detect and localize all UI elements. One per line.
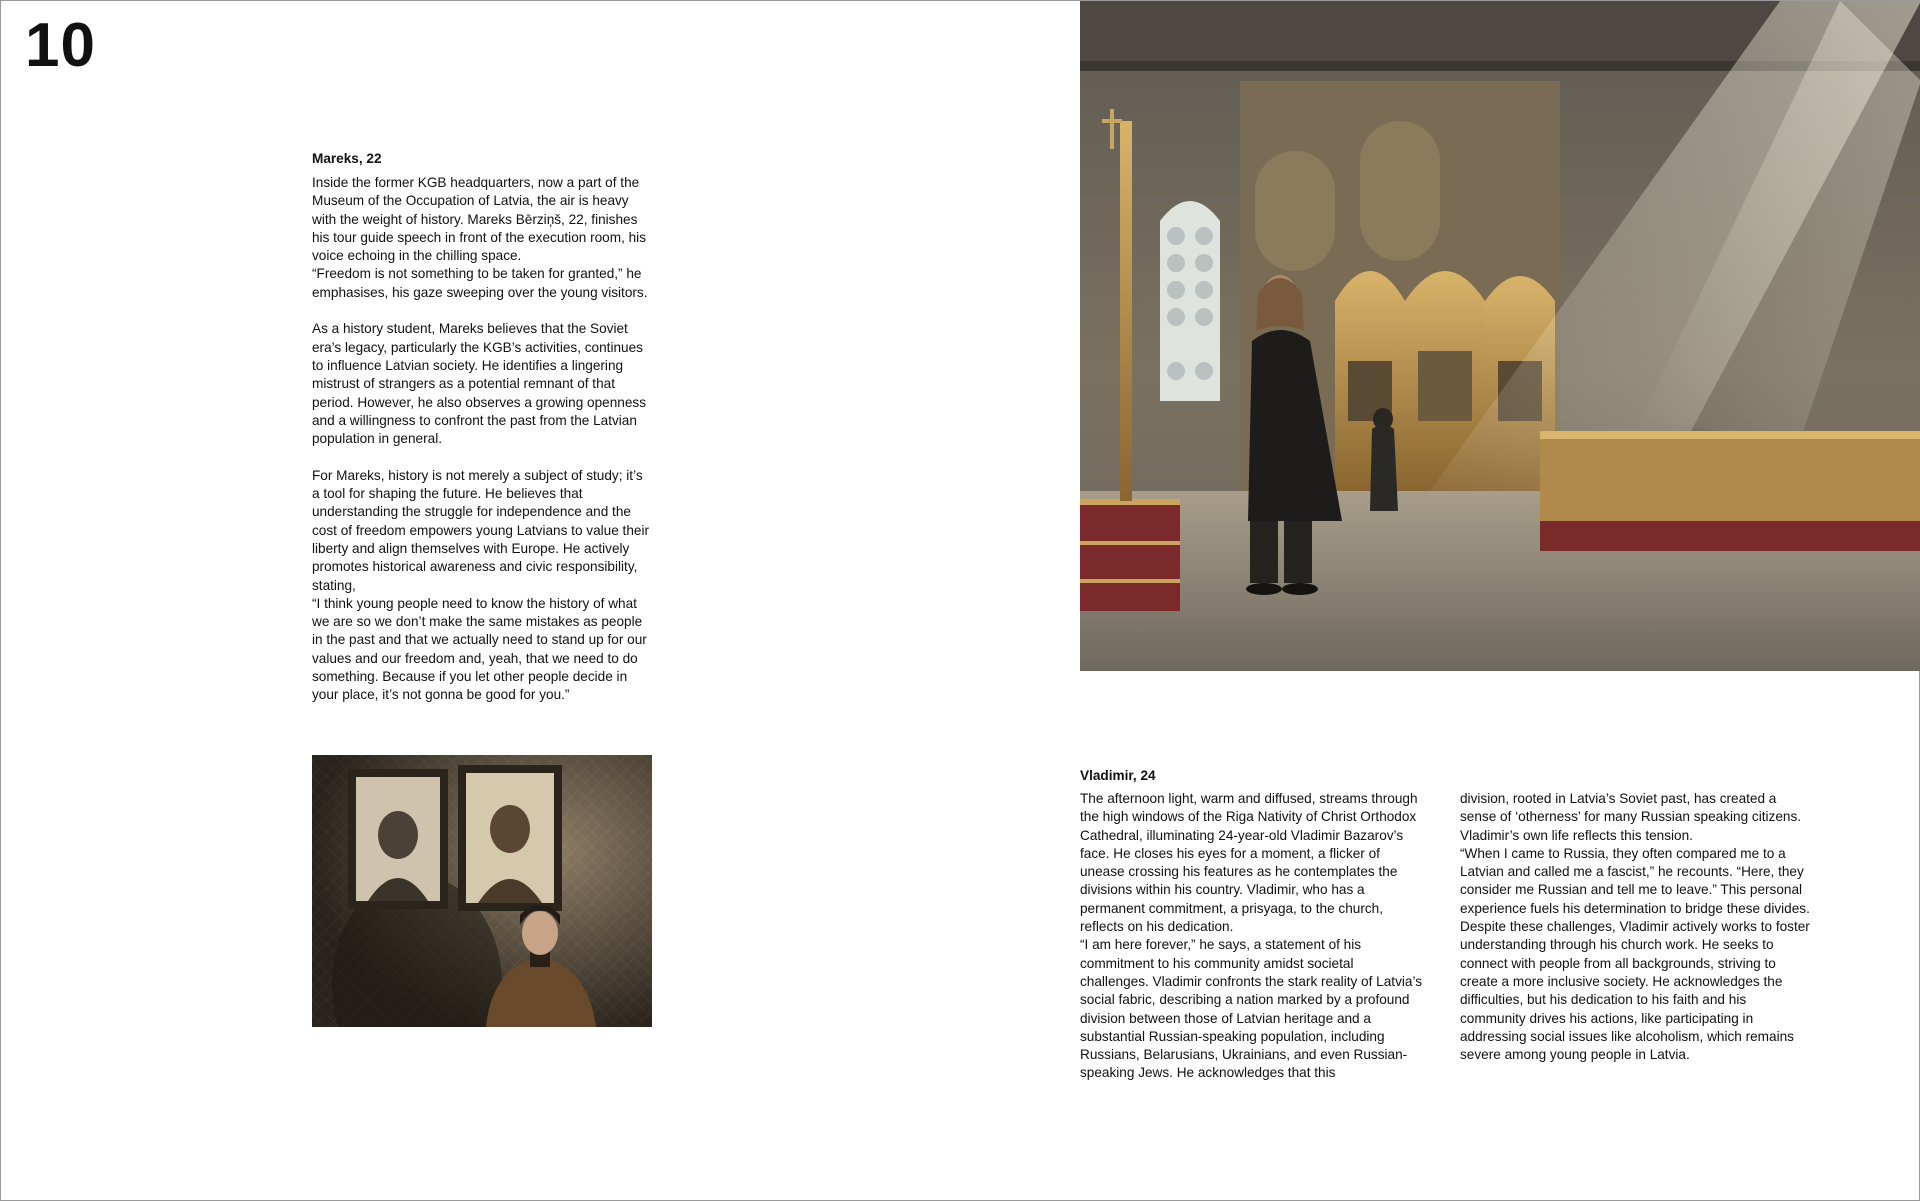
vladimir-col1-paragraph-2: “I am here forever,” he says, a statement of his commitment to his community amidst societal challenges. Vladimir confronts the stark reality of Latvia’s social fabric, describing a nation marked by a profound division between those of Latvian heritage and a substantial Russian-speaking population, including Russians, Belarusians, Ukrainians, and even Russian-speaking Jews. He acknowledges that this xyxy=(1080,937,1423,1081)
page-number: 10 xyxy=(25,11,96,80)
mareks-heading: Mareks, 22 xyxy=(312,151,382,166)
portrait-illustration xyxy=(312,755,652,1027)
altar-railing xyxy=(1540,431,1920,551)
mareks-portrait-photo xyxy=(312,755,652,1027)
mareks-paragraph-5: “I think young people need to know the history of what we are so we don’t make the same mistakes as people in the past and that we actually need to stand up for our values and our freedom and, yeah, that we need to do something. Because if you let other people decide in your place, it’s not gonna be good for you.” xyxy=(312,595,647,703)
vladimir-column-1 xyxy=(1080,790,1425,1083)
cathedral-photo xyxy=(1080,1,1920,671)
vladimir-heading: Vladimir, 24 xyxy=(1080,768,1156,783)
cathedral-window xyxy=(1160,201,1220,401)
mareks-paragraph-3: As a history student, Mareks believes that the Soviet era’s legacy, particularly the KGB’s activities, continues to influence Latvian society. He identifies a lingering mistrust of strangers as a potential remnant of that period. However, he also observes a growing openness and a willingness to confront the past from the Latvian population in general. xyxy=(312,321,647,447)
cathedral-illustration xyxy=(1080,1,1920,671)
vladimir-column-2 xyxy=(1460,790,1815,1064)
vladimir-col2-paragraph-1: division, rooted in Latvia’s Soviet past, has created a sense of ‘otherness’ for many Russian speaking citizens. Vladimir’s own life reflects this tension. xyxy=(1460,791,1802,843)
mareks-paragraph-4: For Mareks, history is not merely a subject of study; it’s a tool for shaping the future. He believes that understanding the struggle for independence and the cost of freedom empowers young Latvians to value their liberty and align themselves with Europe. He actively promotes historical awareness and civic responsibility, stating, xyxy=(312,467,650,593)
mareks-article xyxy=(312,150,652,705)
framed-portrait-left xyxy=(348,769,448,909)
vladimir-col1-paragraph-1: The afternoon light, warm and diffused, streams through the high windows of the Riga Nativity of Christ Orthodox Cathedral, illuminating 24-year-old Vladimir Bazarov’s face. He closes his eyes for a moment, a flicker of unease crossing his features as he contemplates the divisions within his country. Vladimir, who has a permanent commitment, a prisyaga, to the church, reflects on his dedication. xyxy=(1080,791,1418,935)
mareks-paragraph-1: Inside the former KGB headquarters, now a part of the Museum of the Occupation of Latvia, the air is heavy with the weight of history. Mareks Bērziņš, 22, finishes his tour guide speech in front of the execution room, his voice echoing in the chilling space. xyxy=(312,175,646,264)
vladimir-col2-paragraph-3: Despite these challenges, Vladimir actively works to foster understanding through his church work. He seeks to connect with people from all backgrounds, striving to create a more inclusive society. He acknowledges the difficulties, but his dedication to his faith and his community drives his actions, like participating in addressing social issues like alcoholism, which remains severe among young people in Latvia. xyxy=(1460,919,1810,1063)
framed-portrait-right xyxy=(458,765,562,911)
vladimir-col2-paragraph-2: “When I came to Russia, they often compared me to a Latvian and called me a fascist,” he recounts. “Here, they consider me Russian and tell me to leave.” This personal experience fuels his determination to bridge these divides. xyxy=(1460,845,1810,916)
mareks-paragraph-2: “Freedom is not something to be taken for granted,” he emphasises, his gaze sweeping over the young visitors. xyxy=(312,266,648,300)
